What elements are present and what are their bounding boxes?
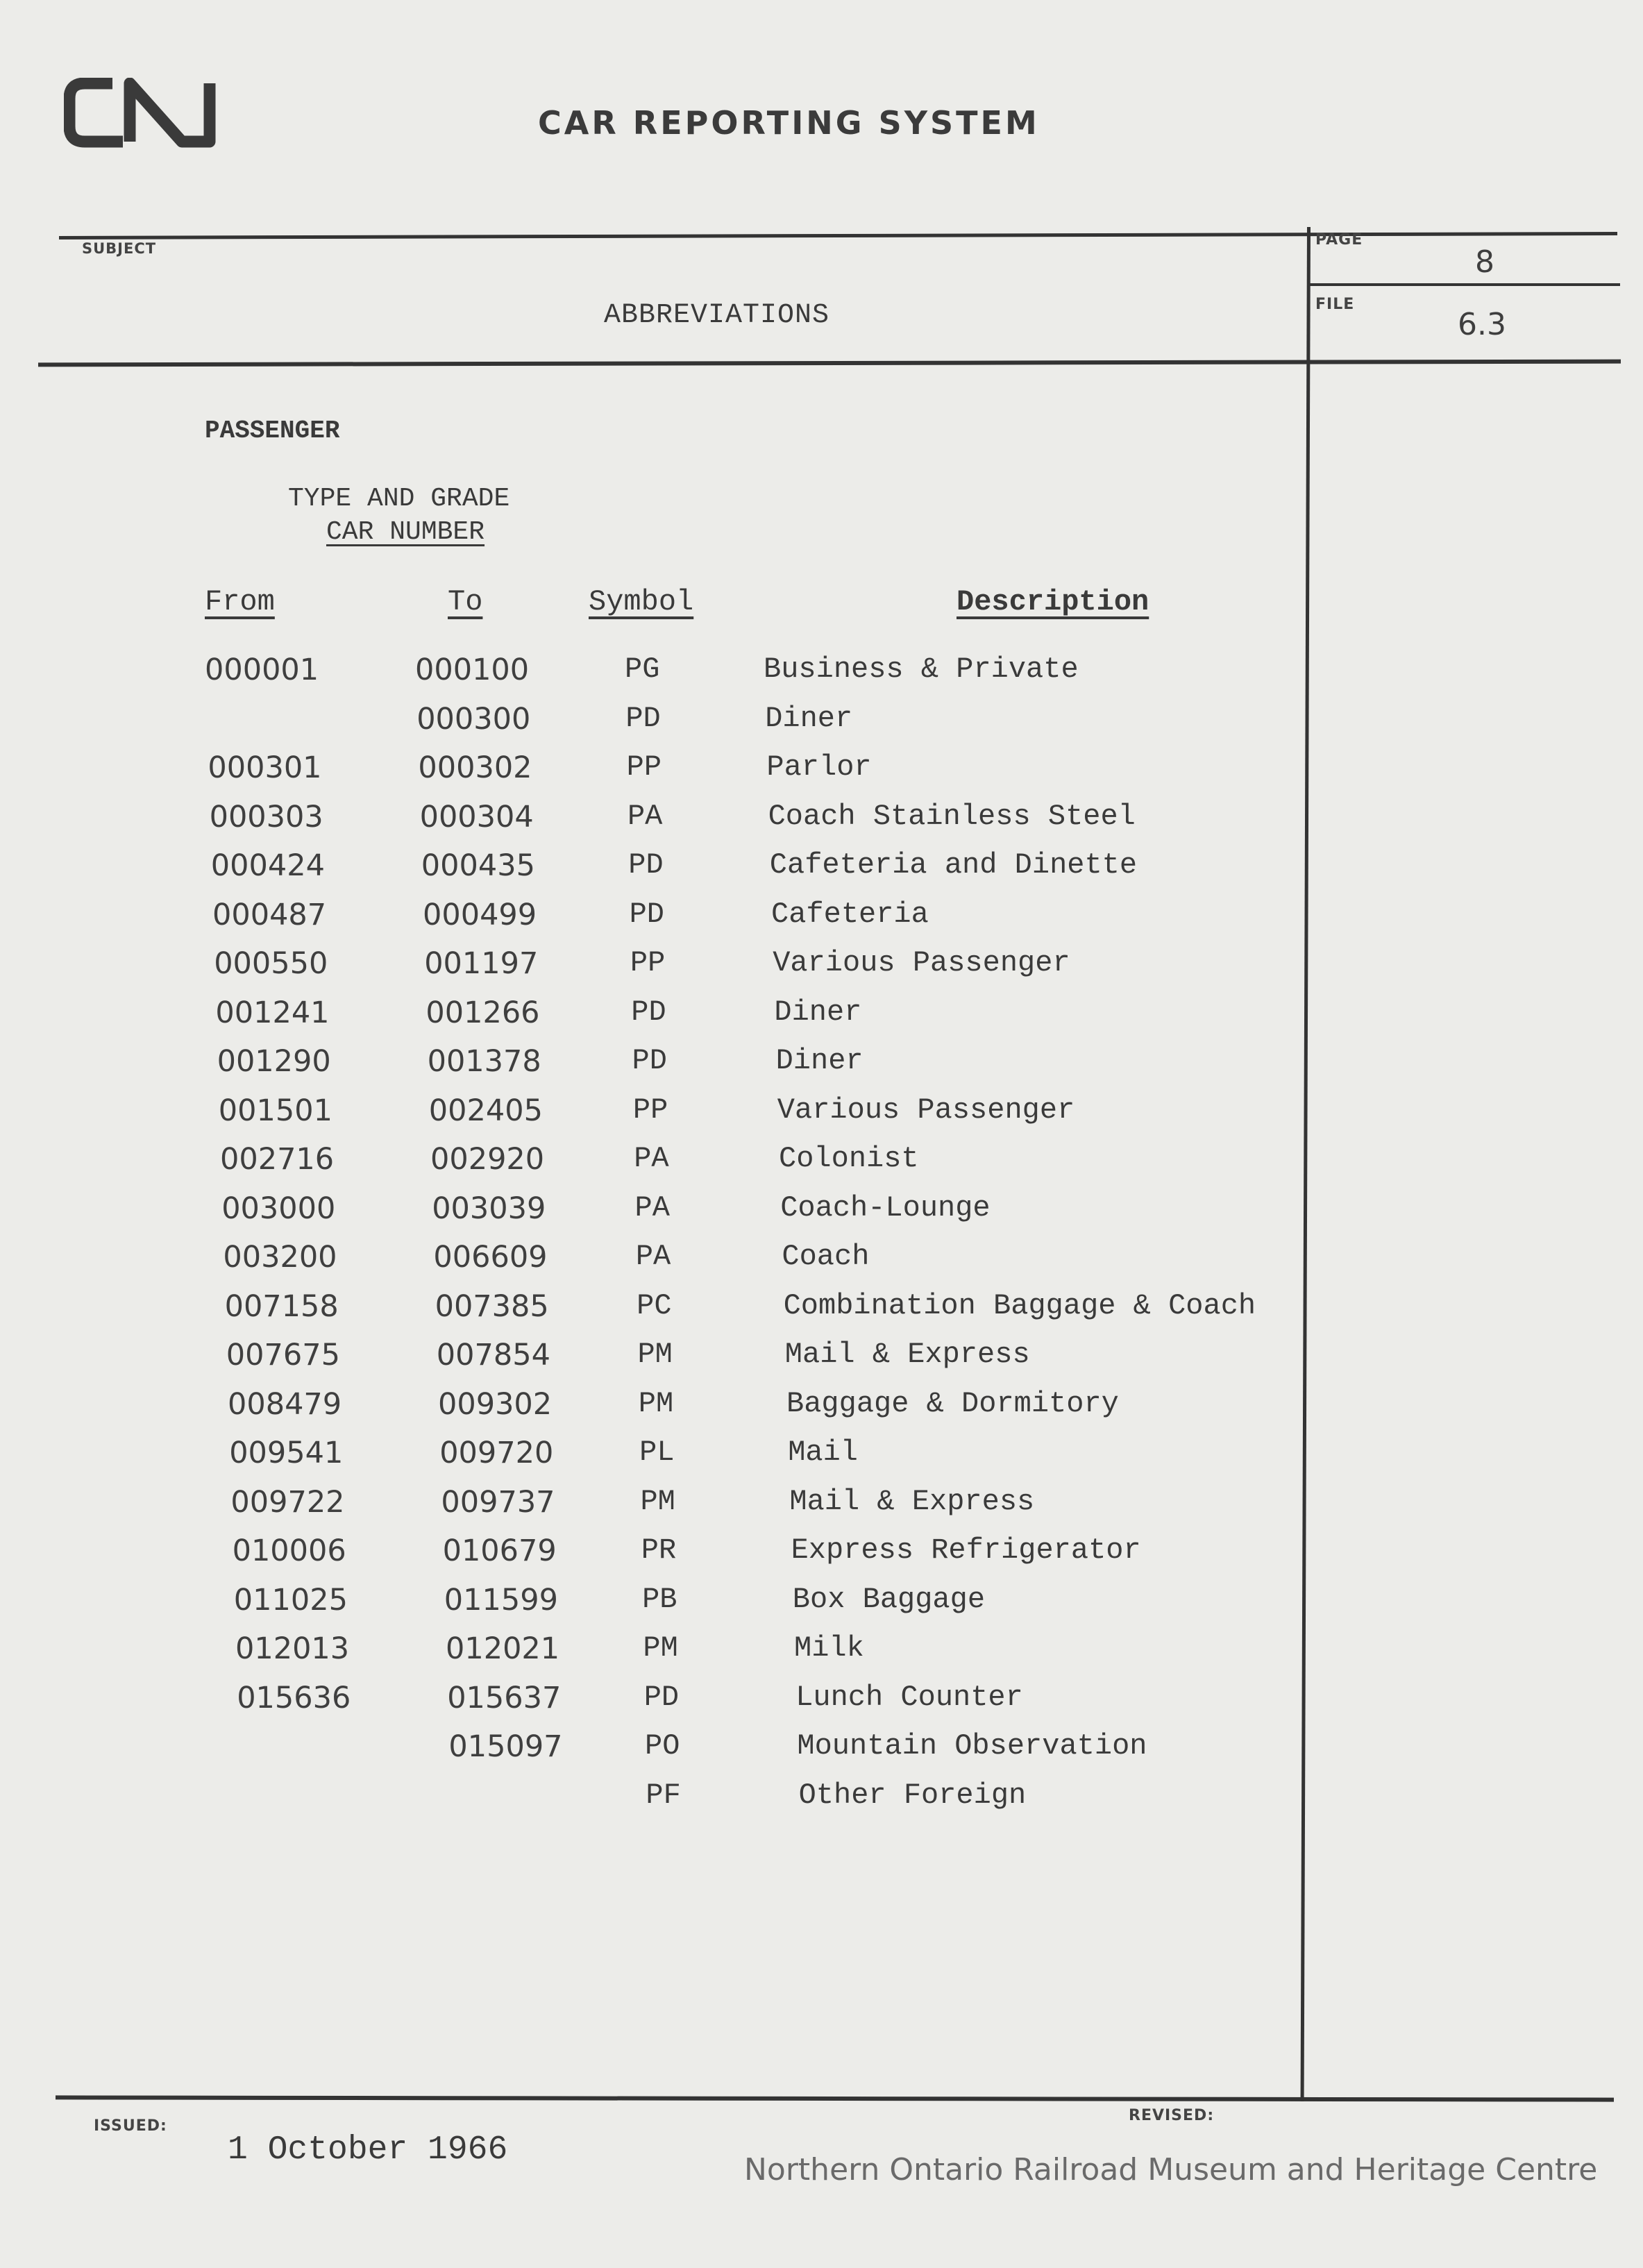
description-cell: Various Passenger [773,946,1070,980]
description-cell: Business & Private [764,653,1079,686]
from-cell: 007675 [226,1338,340,1372]
description-cell: Cafeteria [771,897,929,931]
symbol-cell: PD [632,1044,667,1077]
to-cell: 009302 [438,1386,553,1422]
from-cell: 000487 [212,897,327,932]
page-label: PAGE [1315,231,1363,249]
from-cell: 003200 [223,1240,337,1275]
to-cell: 001378 [427,1044,541,1079]
to-cell: 015637 [447,1680,562,1715]
symbol-cell: PA [634,1142,669,1175]
description-cell: Other Foreign [798,1778,1027,1812]
description-cell: Combination Baggage & Coach [783,1288,1256,1322]
description-cell: Lunch Counter [795,1680,1023,1714]
description-cell: Parlor [766,750,872,784]
subject-label: SUBJECT [82,240,157,257]
description-cell: Baggage & Dormitory [786,1386,1119,1420]
header-top-rule [59,232,1617,240]
cn-logo-mark [64,78,224,154]
from-cell: 002716 [220,1142,335,1177]
subheading-type-grade: TYPE AND GRADE [288,484,510,514]
from-cell: 009722 [230,1484,345,1520]
from-cell: 011025 [233,1582,348,1618]
issued-label: ISSUED: [94,2117,167,2135]
symbol-cell: PO [645,1729,680,1763]
symbol-cell: PD [629,897,665,931]
symbol-cell: PF [646,1778,681,1812]
description-cell: Milk [794,1631,864,1665]
to-cell: 012021 [446,1631,560,1666]
from-cell: 010006 [232,1534,346,1568]
symbol-cell: PL [639,1436,675,1469]
column-header-to: To [448,585,483,619]
file-value: 6.3 [1458,307,1506,342]
from-cell: 000550 [214,946,328,981]
from-cell: 000301 [208,750,322,785]
to-cell: 011599 [444,1582,558,1618]
to-cell: 001197 [424,946,539,981]
to-cell: 007385 [435,1288,549,1324]
to-cell: 003039 [432,1191,546,1226]
symbol-cell: PA [635,1240,671,1273]
symbol-cell: PD [628,848,664,882]
to-cell: 010679 [442,1534,557,1568]
from-cell: 000303 [209,799,323,834]
symbol-cell: PB [642,1582,677,1616]
file-label: FILE [1315,296,1355,313]
description-cell: Diner [775,1044,863,1077]
symbol-cell: PP [632,1093,668,1127]
footer-rule [56,2095,1614,2101]
from-cell: 001290 [217,1044,331,1079]
to-cell: 015097 [448,1729,563,1764]
to-cell: 000435 [421,848,535,883]
to-cell: 002405 [428,1093,543,1128]
description-cell: Coach-Lounge [780,1191,991,1225]
from-cell: 001241 [215,995,330,1030]
description-cell: Diner [765,701,853,735]
to-cell: 000302 [418,750,532,785]
column-header-from: From [205,585,275,619]
symbol-cell: PD [631,995,666,1029]
symbol-cell: PC [637,1288,672,1322]
column-header-description: Description [957,585,1149,619]
revised-label: REVISED: [1129,2107,1215,2124]
description-cell: Colonist [779,1142,919,1175]
symbol-cell: PG [625,653,660,686]
from-cell: 007158 [224,1288,339,1324]
description-cell: Mountain Observation [797,1729,1147,1763]
subheading-car-number: CAR NUMBER [326,517,485,547]
to-cell: 006609 [433,1240,548,1275]
issued-date: 1 October 1966 [228,2131,508,2169]
description-cell: Mail & Express [784,1338,1030,1371]
to-cell: 002920 [430,1142,545,1177]
description-cell: Mail [788,1436,859,1469]
to-cell: 007854 [436,1338,550,1372]
column-header-symbol: Symbol [589,585,694,619]
cn-logo [64,78,224,154]
museum-watermark: Northern Ontario Railroad Museum and Heritage Centre [744,2152,1598,2187]
from-cell: 009541 [229,1436,344,1470]
symbol-cell: PD [643,1680,680,1714]
to-cell: 009737 [441,1484,555,1520]
description-cell: Coach Stainless Steel [768,799,1136,833]
symbol-cell: PM [643,1631,678,1665]
to-cell: 009720 [439,1436,554,1470]
from-cell: 012013 [235,1631,350,1666]
symbol-cell: PA [634,1191,670,1225]
header-bottom-rule [38,360,1621,367]
symbol-cell: PM [638,1386,674,1420]
subject-value: ABBREVIATIONS [604,300,830,331]
description-cell: Coach [782,1240,870,1273]
from-cell: 001501 [218,1093,332,1128]
page-value: 8 [1475,244,1494,280]
description-cell: Various Passenger [777,1093,1075,1127]
from-cell: 003000 [221,1191,336,1226]
symbol-cell: PP [630,946,666,980]
symbol-cell: PM [637,1338,673,1371]
symbol-cell: PR [641,1534,677,1567]
to-cell: 000300 [416,701,531,737]
right-column-divider [1301,227,1311,2101]
description-cell: Diner [774,995,862,1029]
from-cell: 008479 [228,1386,342,1422]
to-cell: 001266 [426,995,540,1030]
symbol-cell: PM [640,1484,675,1518]
description-cell: Cafeteria and Dinette [769,848,1138,882]
to-cell: 000499 [423,897,537,932]
section-heading: PASSENGER [205,417,340,445]
from-cell: 000001 [205,653,319,687]
description-cell: Mail & Express [789,1484,1035,1518]
symbol-cell: PA [627,799,663,833]
to-cell: 000304 [419,799,534,834]
from-cell: 000424 [210,848,325,883]
symbol-cell: PP [626,750,662,784]
description-cell: Express Refrigerator [791,1534,1141,1567]
document-title: CAR REPORTING SYSTEM [538,104,1040,142]
page-file-divider [1309,283,1620,286]
to-cell: 000100 [415,653,530,687]
symbol-cell: PD [625,701,661,735]
from-cell: 015636 [237,1680,351,1715]
description-cell: Box Baggage [792,1582,986,1616]
